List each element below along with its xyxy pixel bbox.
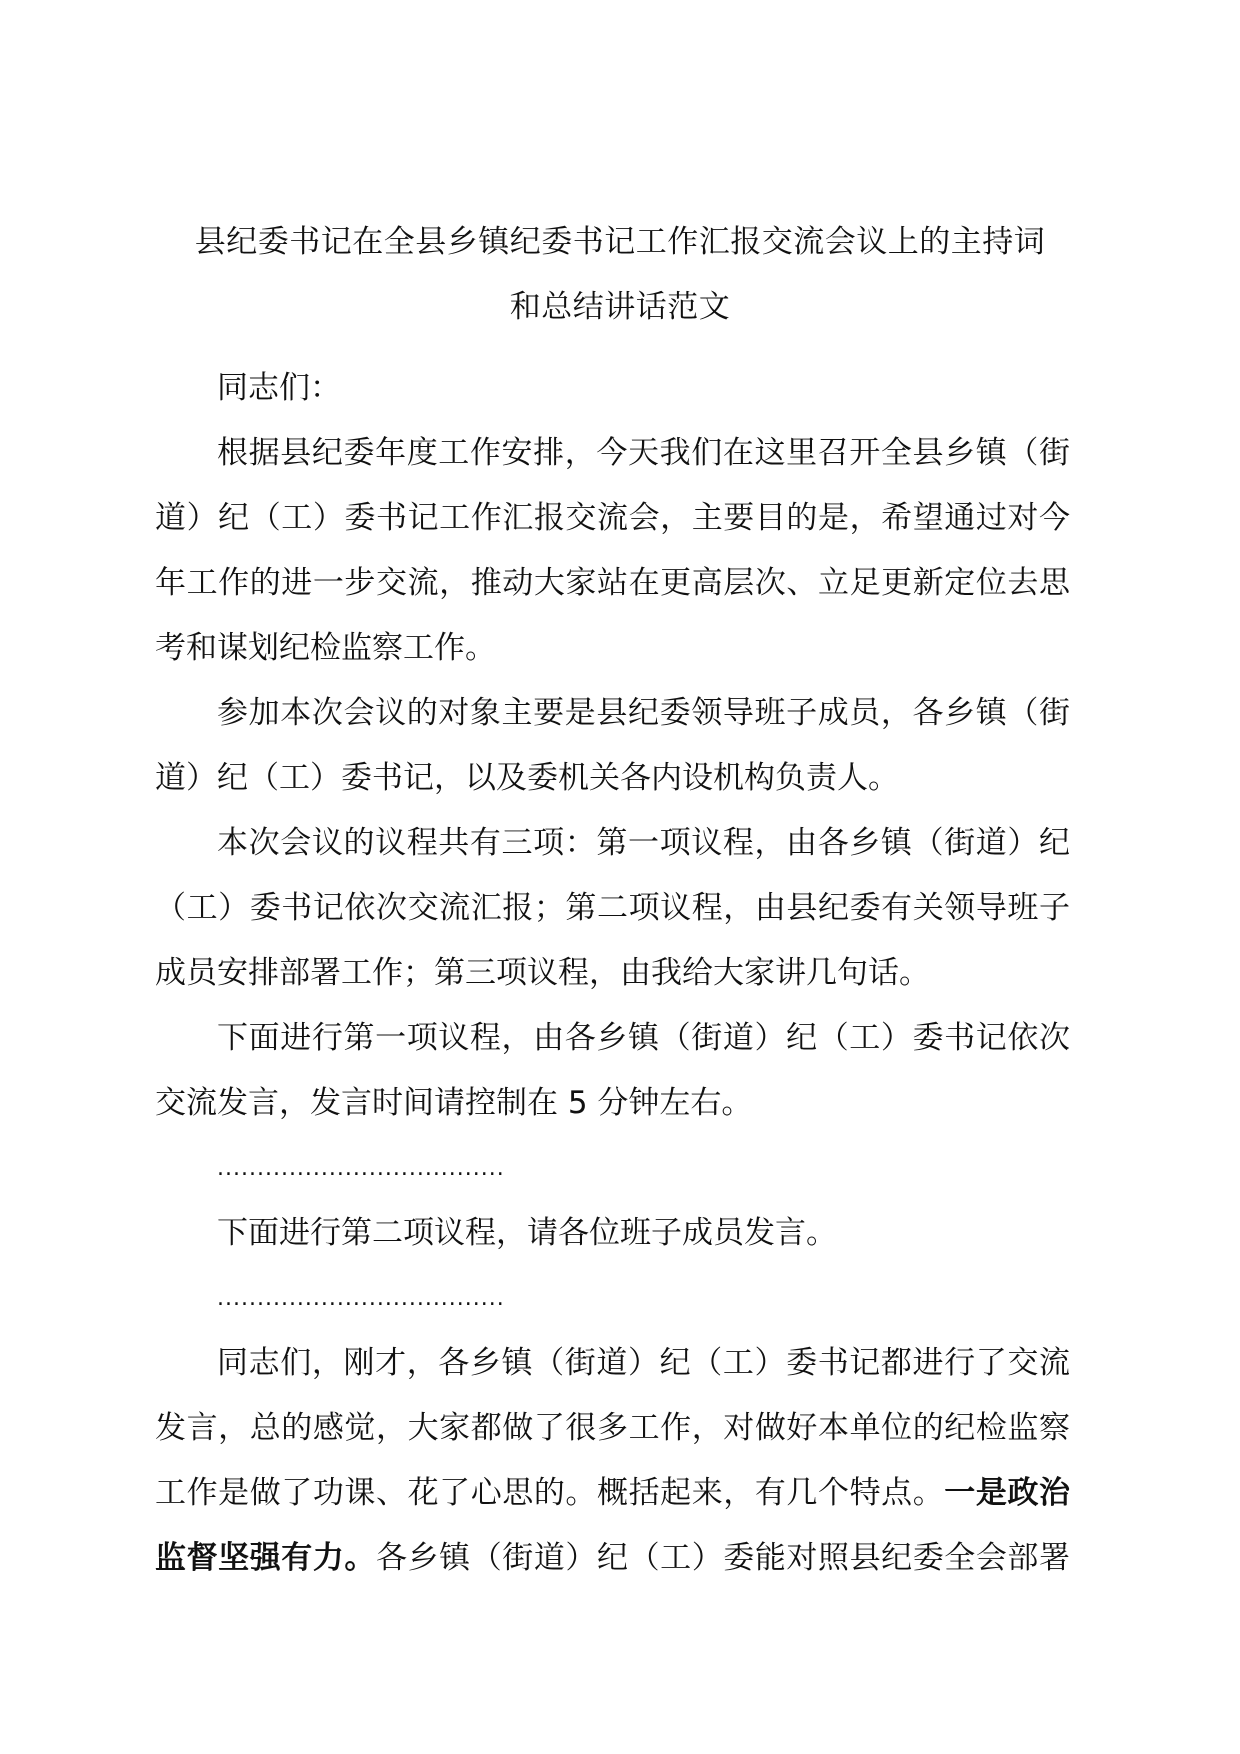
- paragraph-2-line-2: 道）纪（工）委书记，以及委机关各内设机构负责人。: [155, 760, 899, 796]
- paragraph-1-line-4: 考和谋划纪检监察工作。: [155, 630, 496, 666]
- paragraph-6-line-3-text: 工作是做了功课、花了心思的。概括起来，有几个特点。: [155, 1475, 945, 1511]
- paragraph-6-line-3: [155, 1461, 1070, 1526]
- title-line-2: 和总结讲话范文: [509, 289, 731, 325]
- paragraph-6-line-2: 发言，总的感觉，大家都做了很多工作，对做好本单位的纪检监察: [155, 1410, 1070, 1446]
- ellipsis-divider-1: ....................................: [217, 1156, 505, 1181]
- paragraph-6-line-1: 同志们，刚才，各乡镇（街道）纪（工）委书记都进行了交流: [217, 1345, 1070, 1381]
- point-one-heading-start: 一是政治: [944, 1475, 1071, 1511]
- document-title: [155, 210, 1085, 340]
- paragraph-6-line-4-text: 各乡镇（街道）纪（工）委能对照县纪委全会部署: [376, 1540, 1070, 1576]
- paragraph-3-line-2: （工）委书记依次交流汇报；第二项议程，由县纪委有关领导班子: [155, 890, 1070, 926]
- paragraph-5: 下面进行第二项议程，请各位班子成员发言。: [217, 1215, 837, 1251]
- document-body: [155, 356, 1070, 1591]
- paragraph-1-line-3: 年工作的进一步交流，推动大家站在更高层次、立足更新定位去思: [155, 565, 1070, 601]
- paragraph-1-line-2: 道）纪（工）委书记工作汇报交流会，主要目的是，希望通过对今: [155, 500, 1070, 536]
- ellipsis-divider-2: ....................................: [217, 1286, 505, 1311]
- paragraph-6-line-4: [155, 1526, 1070, 1591]
- paragraph-3-line-3: 成员安排部署工作；第三项议程，由我给大家讲几句话。: [155, 955, 930, 991]
- paragraph-4-line-1: 下面进行第一项议程，由各乡镇（街道）纪（工）委书记依次: [217, 1020, 1070, 1056]
- paragraph-3-line-1: 本次会议的议程共有三项：第一项议程，由各乡镇（街道）纪: [217, 825, 1070, 861]
- title-line-1: 县纪委书记在全县乡镇纪委书记工作汇报交流会议上的主持词: [194, 224, 1046, 260]
- paragraph-1-line-1: 根据县纪委年度工作安排，今天我们在这里召开全县乡镇（街: [217, 435, 1070, 471]
- paragraph-2-line-1: 参加本次会议的对象主要是县纪委领导班子成员，各乡镇（街: [217, 695, 1070, 731]
- point-one-heading-end: 监督坚强有力。: [155, 1540, 376, 1576]
- salutation: 同志们：: [217, 370, 341, 406]
- paragraph-4-line-2: 交流发言，发言时间请控制在 5 分钟左右。: [155, 1085, 753, 1121]
